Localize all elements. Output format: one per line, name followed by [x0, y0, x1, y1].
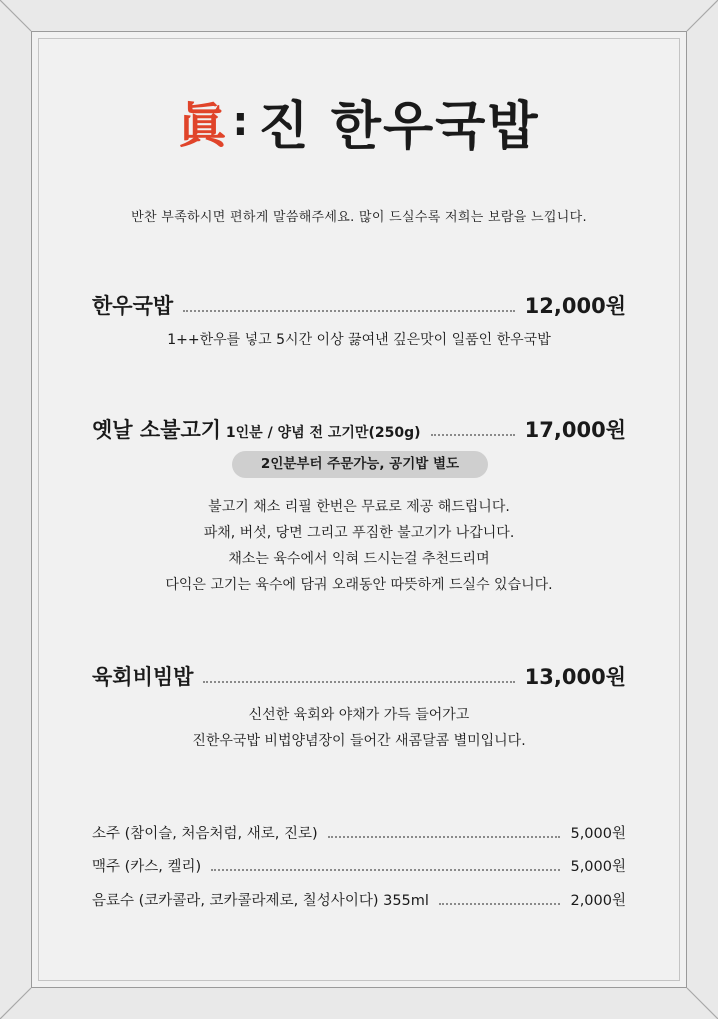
drink-item-soft-drink: [92, 889, 626, 910]
order-note-badge: 2인분부터 주문가능, 공기밥 별도: [232, 451, 488, 478]
menu-item-bulgogi: [92, 414, 626, 444]
leader-dots: [203, 681, 514, 683]
leader-dots: [211, 869, 560, 871]
drink-name: 소주 (참이슬, 처음처럼, 새로, 진로): [92, 826, 318, 842]
leader-dots: [328, 836, 561, 838]
description-line: 신선한 육회와 야채가 가득 들어가고: [248, 707, 470, 723]
description-line: 1++한우를 넣고 5시간 이상 끓여낸 깊은맛이 일품인 한우국밥: [167, 332, 551, 348]
item-price: 17,000원: [524, 418, 626, 442]
description-line: 진한우국밥 비법양념장이 들어간 새콤달콤 별미입니다.: [192, 733, 526, 749]
drink-price: 5,000원: [570, 859, 626, 875]
drink-price: 2,000원: [570, 893, 626, 909]
description-line: 다익은 고기는 육수에 담궈 오래동안 따뜻하게 드실수 있습니다.: [165, 577, 553, 593]
item-name: 한우국밥: [92, 294, 174, 318]
drink-name: 맥주 (카스, 켈리): [92, 859, 202, 875]
item-name: 옛날 소불고기: [92, 418, 222, 442]
item-description: [0, 702, 718, 754]
restaurant-name: 진 한우국밥: [258, 97, 540, 157]
menu-item-yukhoe-bibimbap: [92, 661, 626, 691]
item-portion: 1인분 / 양념 전 고기만(250g): [221, 425, 421, 441]
item-description: [0, 328, 718, 352]
tagline: 반찬 부족하시면 편하게 말씀해주세요. 많이 드실수록 저희는 보람을 느낍니다.: [131, 210, 587, 225]
item-description: [0, 494, 718, 598]
logo-colon: :: [232, 98, 249, 145]
drink-item-soju: [92, 822, 626, 843]
leader-dots: [431, 434, 515, 436]
item-price: 12,000원: [524, 294, 626, 318]
restaurant-logo: [0, 84, 718, 164]
leader-dots: [183, 310, 515, 312]
description-line: 채소는 육수에서 익혀 드시는걸 추천드리며: [228, 551, 490, 567]
item-price: 13,000원: [524, 665, 626, 689]
logo-hanja: 眞: [178, 98, 227, 154]
menu-item-gukbap: [92, 290, 626, 320]
description-line: 불고기 채소 리필 한번은 무료로 제공 해드립니다.: [208, 499, 510, 515]
drink-name: 음료수 (코카콜라, 코카콜라제로, 칠성사이다) 355ml: [92, 893, 429, 909]
drink-price: 5,000원: [570, 826, 626, 842]
item-name: 육회비빔밥: [92, 665, 194, 689]
leader-dots: [439, 903, 561, 905]
description-line: 파채, 버섯, 당면 그리고 푸짐한 불고기가 나갑니다.: [203, 525, 515, 541]
drink-item-beer: [92, 855, 626, 876]
